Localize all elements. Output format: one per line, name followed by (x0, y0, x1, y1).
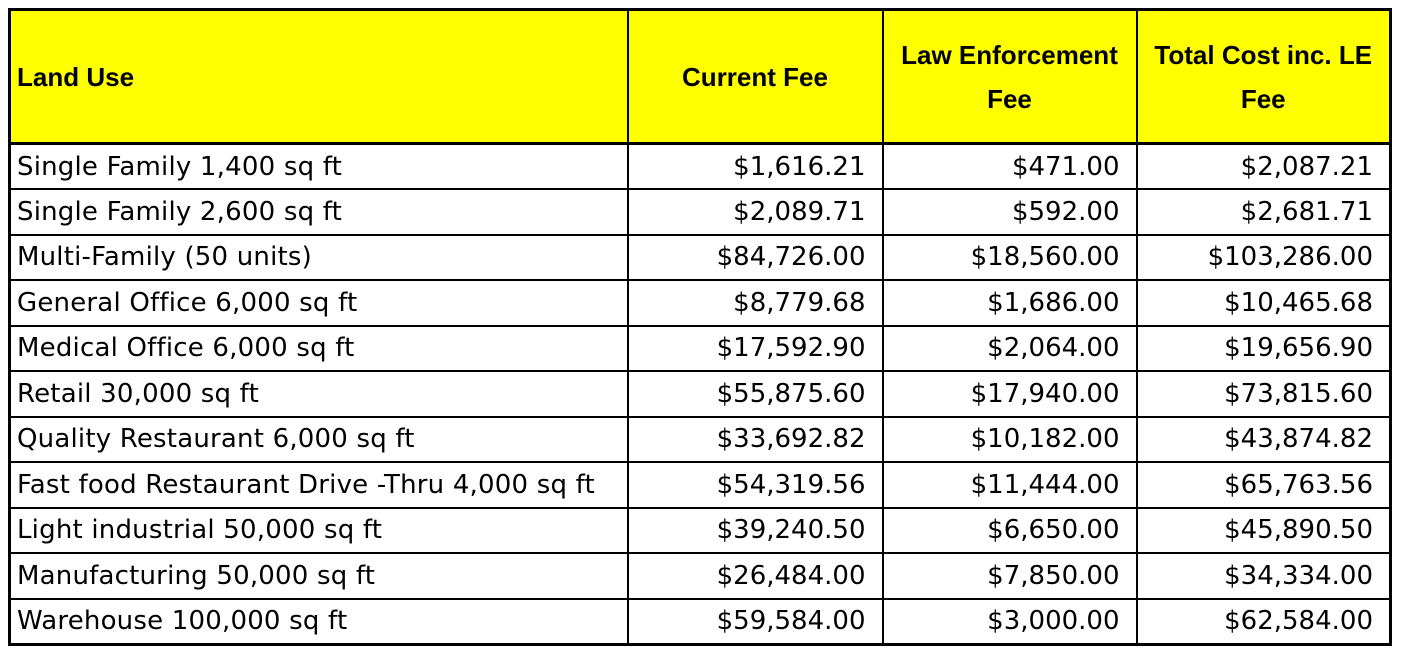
law-enforcement-fee-cell: $592.00 (883, 189, 1137, 235)
land-use-cell: Single Family 2,600 sq ft (10, 189, 628, 235)
law-enforcement-fee-cell: $6,650.00 (883, 508, 1137, 554)
land-use-cell: Warehouse 100,000 sq ft (10, 599, 628, 645)
law-enforcement-fee-cell: $11,444.00 (883, 462, 1137, 508)
land-use-cell: Retail 30,000 sq ft (10, 371, 628, 417)
total-cost-cell: $34,334.00 (1137, 553, 1391, 599)
total-cost-cell: $103,286.00 (1137, 235, 1391, 281)
table-row (10, 508, 1391, 554)
land-use-cell: Single Family 1,400 sq ft (10, 144, 628, 190)
current-fee-cell: $59,584.00 (628, 599, 883, 645)
current-fee-cell: $2,089.71 (628, 189, 883, 235)
current-fee-cell: $8,779.68 (628, 280, 883, 326)
table-row (10, 235, 1391, 281)
fee-table (8, 8, 1392, 646)
current-fee-cell: $1,616.21 (628, 144, 883, 190)
table-row (10, 189, 1391, 235)
header-row (10, 10, 1391, 144)
table-row (10, 599, 1391, 645)
total-cost-cell: $2,087.21 (1137, 144, 1391, 190)
table-row (10, 553, 1391, 599)
current-fee-cell: $55,875.60 (628, 371, 883, 417)
table-row (10, 462, 1391, 508)
current-fee-cell: $17,592.90 (628, 326, 883, 372)
header-total-cost: Total Cost inc. LE Fee (1137, 10, 1391, 144)
law-enforcement-fee-cell: $2,064.00 (883, 326, 1137, 372)
land-use-cell: Quality Restaurant 6,000 sq ft (10, 417, 628, 463)
law-enforcement-fee-cell: $1,686.00 (883, 280, 1137, 326)
table-body (10, 144, 1391, 645)
current-fee-cell: $39,240.50 (628, 508, 883, 554)
header-current-fee: Current Fee (628, 10, 883, 144)
total-cost-cell: $19,656.90 (1137, 326, 1391, 372)
law-enforcement-fee-cell: $471.00 (883, 144, 1137, 190)
table-row (10, 144, 1391, 190)
table-row (10, 326, 1391, 372)
land-use-cell: General Office 6,000 sq ft (10, 280, 628, 326)
current-fee-cell: $33,692.82 (628, 417, 883, 463)
law-enforcement-fee-cell: $7,850.00 (883, 553, 1137, 599)
law-enforcement-fee-cell: $17,940.00 (883, 371, 1137, 417)
fee-table-container (8, 8, 1392, 646)
total-cost-cell: $2,681.71 (1137, 189, 1391, 235)
law-enforcement-fee-cell: $10,182.00 (883, 417, 1137, 463)
law-enforcement-fee-cell: $18,560.00 (883, 235, 1137, 281)
total-cost-cell: $62,584.00 (1137, 599, 1391, 645)
current-fee-cell: $84,726.00 (628, 235, 883, 281)
table-row (10, 371, 1391, 417)
header-law-enforcement-fee: Law Enforcement Fee (883, 10, 1137, 144)
total-cost-cell: $73,815.60 (1137, 371, 1391, 417)
law-enforcement-fee-cell: $3,000.00 (883, 599, 1137, 645)
table-row (10, 417, 1391, 463)
total-cost-cell: $10,465.68 (1137, 280, 1391, 326)
total-cost-cell: $45,890.50 (1137, 508, 1391, 554)
land-use-cell: Fast food Restaurant Drive -Thru 4,000 sq ft (10, 462, 628, 508)
total-cost-cell: $65,763.56 (1137, 462, 1391, 508)
land-use-cell: Manufacturing 50,000 sq ft (10, 553, 628, 599)
current-fee-cell: $54,319.56 (628, 462, 883, 508)
table-row (10, 280, 1391, 326)
current-fee-cell: $26,484.00 (628, 553, 883, 599)
total-cost-cell: $43,874.82 (1137, 417, 1391, 463)
land-use-cell: Multi-Family (50 units) (10, 235, 628, 281)
land-use-cell: Light industrial 50,000 sq ft (10, 508, 628, 554)
header-land-use: Land Use (10, 10, 628, 144)
land-use-cell: Medical Office 6,000 sq ft (10, 326, 628, 372)
